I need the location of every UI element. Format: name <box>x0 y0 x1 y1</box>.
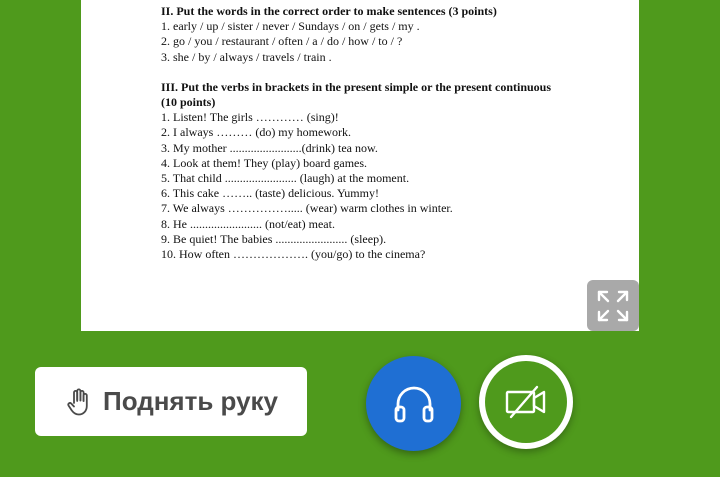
section-3-item: 3. My mother ........................(drink) tea now. <box>161 140 378 155</box>
section-2-item: 3. she / by / always / travels / train . <box>161 49 332 64</box>
document-viewer <box>81 0 639 331</box>
section-3-item: 9. Be quiet! The babies ........................ (sleep). <box>161 231 387 246</box>
section-3-heading-points: (10 points) <box>161 95 216 110</box>
section-3-item: 1. Listen! The girls ………… (sing)! <box>161 110 339 125</box>
hand-icon <box>66 388 92 416</box>
section-3-item: 6. This cake …….. (taste) delicious. Yummy! <box>161 186 379 201</box>
section-3-item: 2. I always ……… (do) my homework. <box>161 125 351 140</box>
section-spacer <box>161 65 621 80</box>
worksheet-content <box>161 4 621 262</box>
section-2-item: 2. go / you / restaurant / often / a / do / how / to / ? <box>161 34 403 49</box>
audio-button[interactable] <box>366 356 461 451</box>
section-3-item: 7. We always ……………..... (wear) warm clothes in winter. <box>161 201 453 216</box>
section-3-item: 10. How often ………………. (you/go) to the cinema? <box>161 247 426 262</box>
raise-hand-button[interactable] <box>35 367 307 436</box>
section-3-heading: III. Put the verbs in brackets in the present simple or the present continuous <box>161 79 552 94</box>
section-3-item: 8. He ........................ (not/eat) meat. <box>161 216 335 231</box>
video-toggle-inner <box>485 361 567 443</box>
section-2-item: 1. early / up / sister / never / Sundays / on / gets / my . <box>161 19 420 34</box>
expand-icon <box>596 289 630 323</box>
section-3-item: 4. Look at them! They (play) board games. <box>161 155 368 170</box>
fullscreen-button[interactable] <box>587 280 639 331</box>
section-3-item: 5. That child ........................ (laugh) at the moment. <box>161 171 410 186</box>
raise-hand-label: Поднять руку <box>103 386 279 416</box>
video-toggle-button[interactable] <box>479 355 573 449</box>
headphones-icon <box>392 384 436 424</box>
camera-off-icon <box>503 384 549 420</box>
section-2-heading: II. Put the words in the correct order to make sentences (3 points) <box>161 4 497 18</box>
